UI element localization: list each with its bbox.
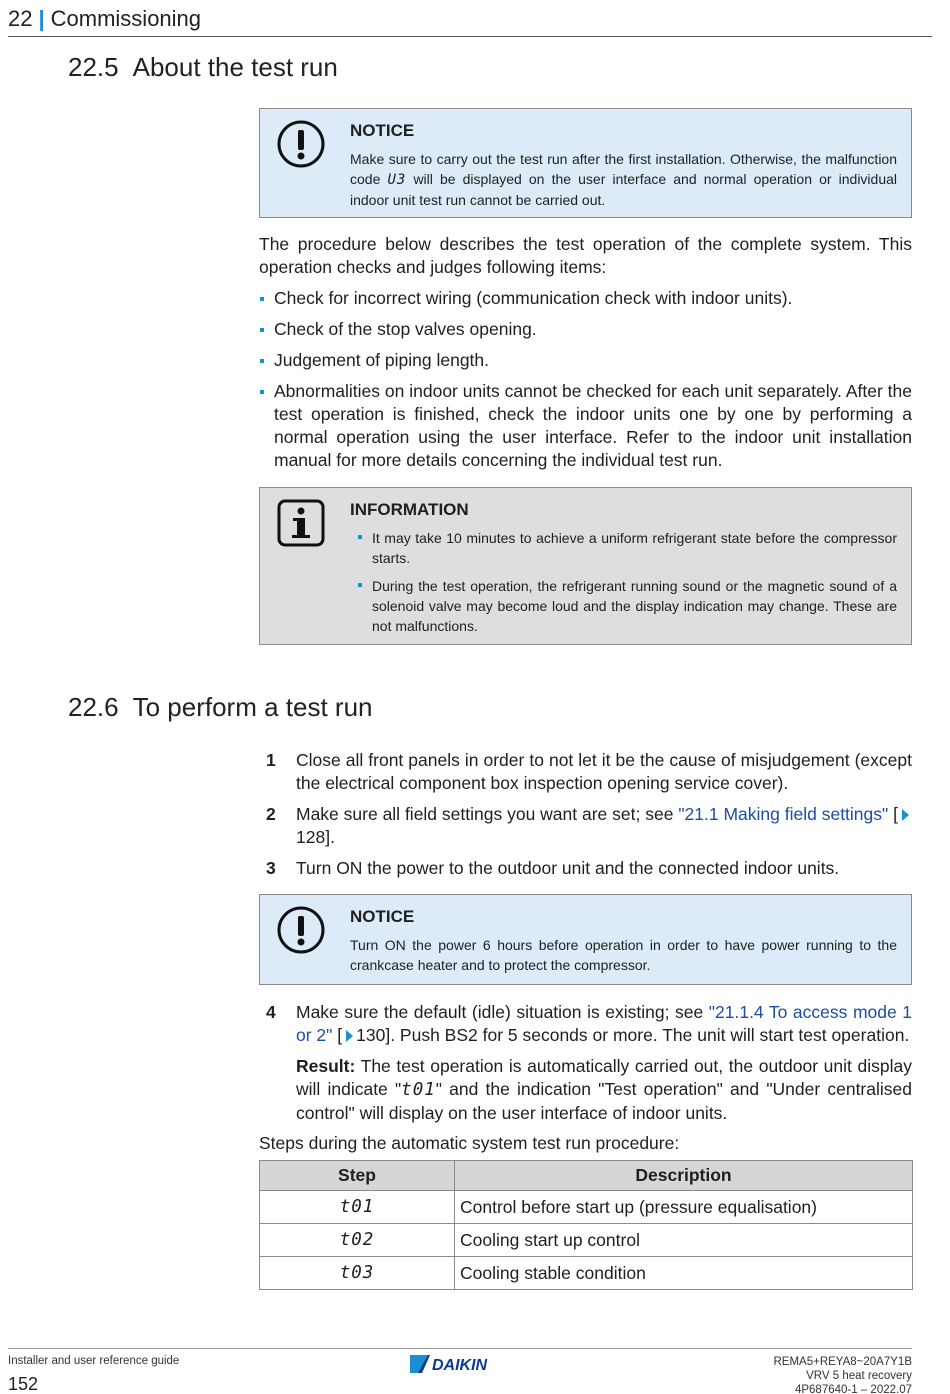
notice-text: [350, 149, 897, 210]
list-item: Judgement of piping length.: [259, 349, 912, 372]
header-divider: |: [38, 6, 45, 31]
page-ref-number[interactable]: 128: [296, 827, 326, 847]
product-name: VRV 5 heat recovery: [806, 1370, 912, 1382]
section-title: To perform a test run: [132, 692, 373, 722]
list-item: Abnormalities on indoor units cannot be checked for each unit separately. After the test operation is finished, check the indoor units one by one by performing a normal operation using the user interface. Refer to the indoor unit installation manual for more details concerning the individual test run.: [259, 380, 912, 472]
step-4: [259, 1001, 912, 1125]
notice-text: Turn ON the power 6 hours before operation in order to have power running to the crankcase heater and to protect the compressor.: [350, 937, 897, 973]
section-title: About the test run: [132, 52, 338, 82]
step-text-after: ]. Push BS2 for 5 seconds or more. The unit will start test operation.: [385, 1025, 910, 1045]
table-row: [260, 1191, 913, 1224]
step-2: [259, 803, 912, 849]
page-footer: [8, 1348, 912, 1394]
notice-title: NOTICE: [350, 907, 415, 926]
notice-box-power: [259, 894, 912, 985]
list-item: It may take 10 minutes to achieve a uniform refrigerant state before the compressor starts.: [350, 528, 897, 568]
brand-name: DAIKIN: [432, 1357, 488, 1374]
step-number: 3: [266, 858, 276, 878]
step-code: t01: [260, 1191, 455, 1224]
step-text: Make sure all field settings you want are set; see: [296, 804, 674, 824]
notice-text-after: will be displayed on the user interface and normal operation or individual indoor unit test run cannot be carried out.: [350, 171, 898, 208]
page-header: [8, 6, 932, 37]
section-heading-22-6: [68, 692, 373, 723]
step-3: [259, 857, 912, 880]
section-heading-22-5: [68, 52, 338, 83]
step-description: Control before start up (pressure equalisation): [455, 1191, 913, 1224]
page-ref-close: ].: [325, 827, 335, 847]
document-code: 4P687640-1 – 2022.07: [794, 1384, 912, 1394]
table-row: [260, 1257, 913, 1290]
result-text-after: " and the indication "Test operation" and "Under centralised control" will display on the user interface of indoor units.: [296, 1079, 912, 1123]
step-description: Cooling stable condition: [455, 1257, 913, 1290]
table-intro: Steps during the automatic system test run procedure:: [259, 1133, 680, 1153]
step-code: t03: [260, 1257, 455, 1290]
guide-title: Installer and user reference guide: [8, 1355, 180, 1367]
information-box: [259, 487, 912, 645]
result-label: Result:: [296, 1056, 356, 1076]
step-1: [259, 749, 912, 795]
page-ref-open: [: [893, 804, 898, 824]
table-header-row: [260, 1161, 913, 1191]
step-number: 1: [266, 750, 276, 770]
exclamation-icon: [276, 119, 326, 169]
check-list: [259, 287, 912, 472]
access-mode-link[interactable]: "21.1.4 To access mode 1 or 2": [296, 1002, 912, 1045]
test-run-steps-table: [259, 1160, 913, 1290]
model-number: REMA5+REYA8~20A7Y1B: [773, 1356, 912, 1368]
notice-text-before: Make sure to carry out the test run after the first installation. Otherwise, the malfunction code: [350, 151, 897, 187]
intro-paragraph: The procedure below describes the test operation of the complete system. This operation checks and judges following items:: [259, 234, 912, 277]
section-22-6-content: [259, 749, 912, 1290]
information-title: INFORMATION: [350, 500, 469, 519]
step-text: Make sure the default (idle) situation is existing; see: [296, 1002, 704, 1022]
list-item: Check for incorrect wiring (communication check with indoor units).: [259, 287, 912, 310]
page-ref-number[interactable]: 130: [356, 1025, 386, 1045]
result-text-before: The test operation is automatically carried out, the outdoor unit display will indicate ": [296, 1056, 912, 1099]
step-result: [296, 1055, 912, 1125]
information-list: [350, 528, 897, 636]
page-ref-open: [: [337, 1025, 343, 1045]
section-22-5-content: [259, 108, 912, 645]
list-item: Check of the stop valves opening.: [259, 318, 912, 341]
daikin-logo: [408, 1353, 512, 1375]
notice-box: [259, 108, 912, 218]
step-code: t02: [260, 1224, 455, 1257]
page-arrow-icon: [346, 1030, 353, 1042]
step-text: Close all front panels in order to not let it be the cause of misjudgement (except the electrical component box inspection opening service cover).: [296, 750, 912, 793]
page-arrow-icon: [902, 809, 909, 821]
column-header-description: Description: [455, 1161, 913, 1191]
section-number: 22.6: [68, 692, 119, 722]
field-settings-link[interactable]: "21.1 Making field settings": [678, 804, 889, 824]
table-row: [260, 1224, 913, 1257]
page-number: 152: [8, 1374, 39, 1394]
section-number: 22.5: [68, 52, 119, 82]
step-number: 2: [266, 804, 276, 824]
malfunction-code: U3: [387, 172, 407, 188]
step-description: Cooling start up control: [455, 1224, 913, 1257]
chapter-title: Commissioning: [50, 6, 202, 31]
info-icon: [276, 498, 326, 548]
display-code: t01: [401, 1080, 436, 1100]
notice-title: NOTICE: [350, 121, 415, 140]
step-text: Turn ON the power to the outdoor unit and the connected indoor units.: [296, 858, 840, 878]
document-info: [773, 1355, 912, 1394]
list-item: During the test operation, the refrigerant running sound or the magnetic sound of a solenoid valve may become loud and the display indication may change. These are not malfunctions.: [350, 576, 897, 636]
step-number: 4: [266, 1002, 276, 1022]
column-header-step: Step: [260, 1161, 455, 1191]
exclamation-icon: [276, 905, 326, 955]
chapter-number: 22: [8, 6, 33, 31]
